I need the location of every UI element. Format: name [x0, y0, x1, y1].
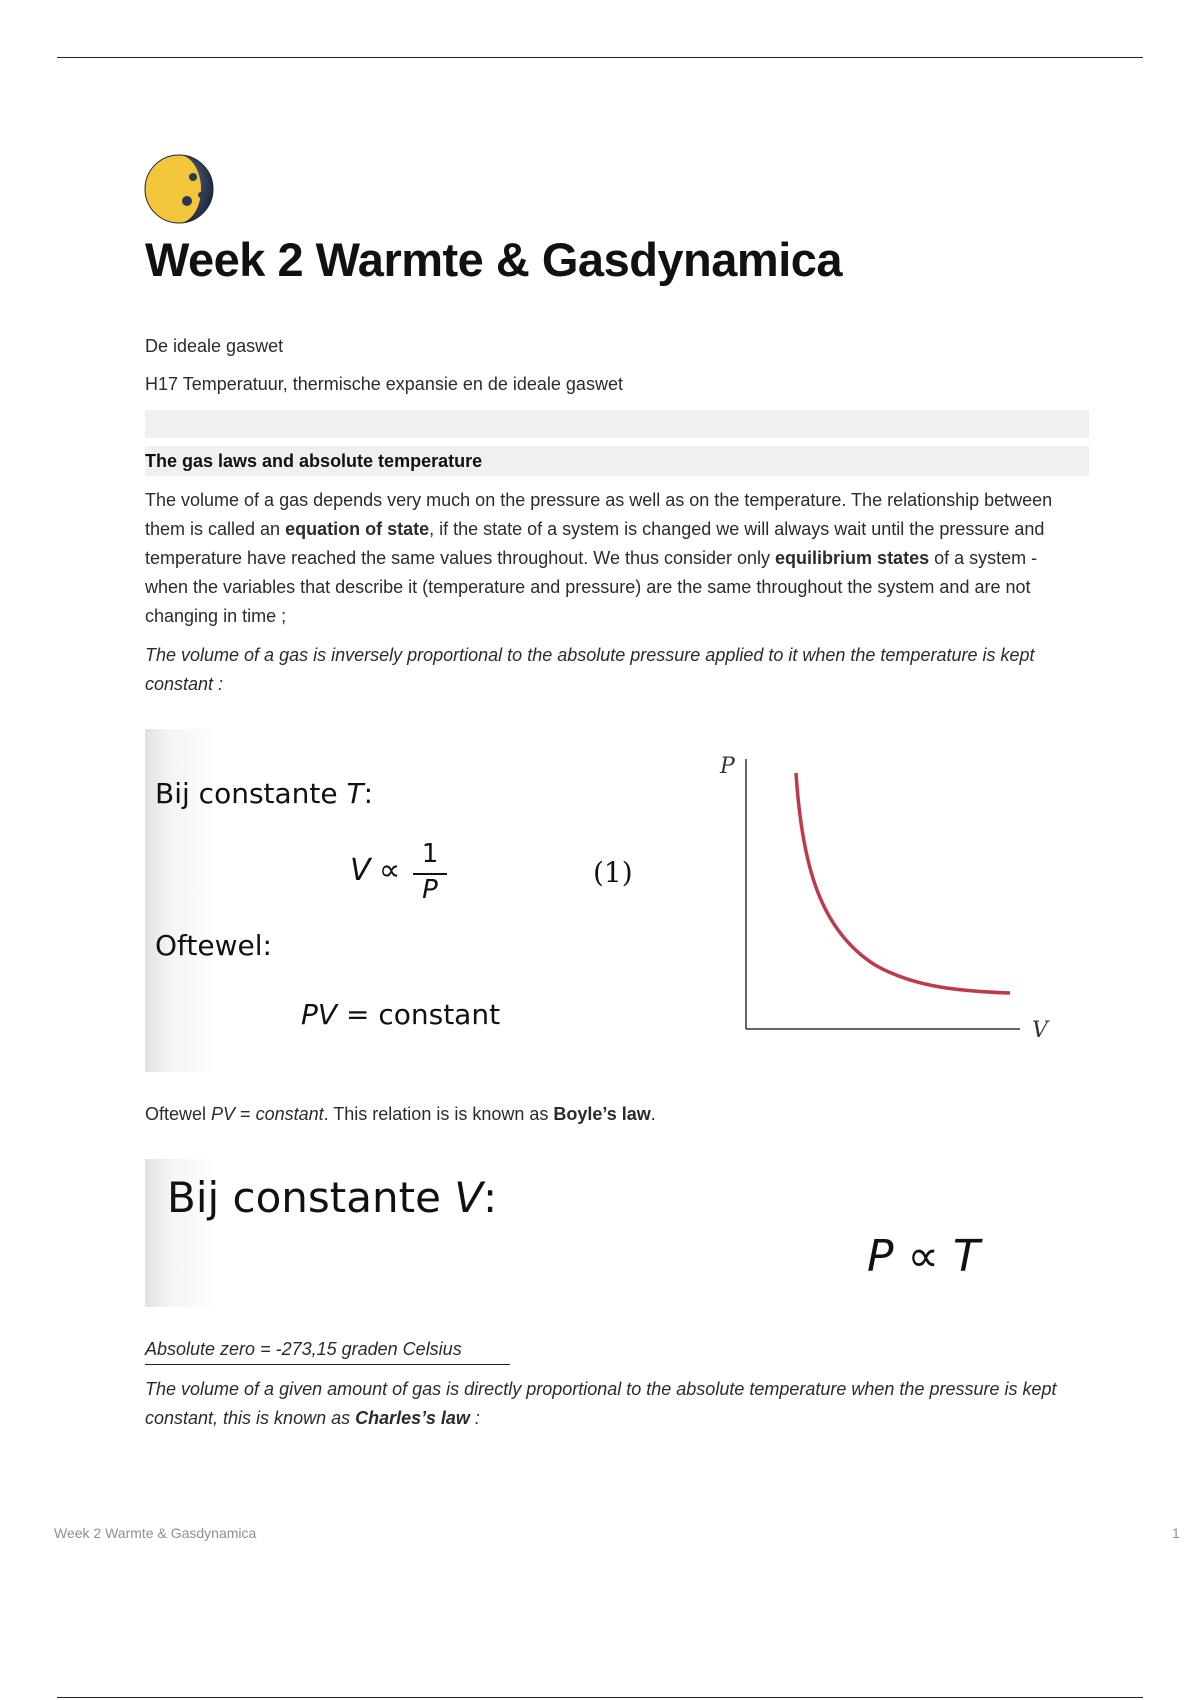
- var-P: P: [422, 875, 438, 905]
- proportional-symbol-2: ∝: [907, 1231, 939, 1282]
- top-rule: [57, 57, 1143, 58]
- charles-law-paragraph: [145, 1375, 1085, 1433]
- var-V-2: V: [454, 1173, 484, 1222]
- section-heading-text: The gas laws and absolute temperature: [145, 451, 483, 471]
- charles-text-2: :: [469, 1408, 480, 1428]
- fraction-denominator: [413, 875, 447, 905]
- bottom-rule: [57, 1697, 1143, 1698]
- page-title: Week 2 Warmte & Gasdynamica: [145, 233, 843, 286]
- para1-text-1: The volume of a gas depends very much on the pressure as well as on the temperature. The relationship between them is called an: [145, 490, 1053, 539]
- bold-boyles-law: Boyle’s law: [553, 1104, 651, 1124]
- equals-sign: =: [345, 998, 370, 1031]
- var-P-2: P: [867, 1231, 894, 1282]
- colon: :: [363, 777, 374, 810]
- boyle-text-4: .: [650, 1104, 656, 1124]
- bij-constante-label: Bij constante: [155, 777, 347, 810]
- section-heading: [145, 446, 1089, 476]
- p-prop-t-formula: [867, 1231, 980, 1282]
- bij-constante-T: [155, 777, 373, 810]
- absolute-zero-note: Absolute zero = -273,15 graden Celsius: [145, 1339, 462, 1359]
- graph-x-label: V: [1032, 1018, 1048, 1043]
- pressure-temperature-panel: [145, 1159, 1025, 1307]
- bold-equilibrium-states: equilibrium states: [775, 548, 930, 568]
- para1-text-3: of a system - when the variables that describe it (temperature and pressure) are the same throughout the system and are not changing in time ;: [145, 548, 1038, 626]
- fraction-numerator: 1: [421, 839, 439, 869]
- bold-equation-of-state: equation of state: [285, 519, 430, 539]
- empty-callout-bar: [145, 410, 1089, 438]
- paragraph-equation-of-state: [145, 486, 1085, 631]
- subtitle-chapter: H17 Temperatuur, thermische expansie en de ideale gaswet: [145, 374, 623, 394]
- var-PV: PV: [301, 998, 338, 1031]
- boyle-text-3: . This relation is is known as: [323, 1104, 554, 1124]
- oftewel-label: Oftewel:: [155, 929, 272, 962]
- para1-text-2: , if the state of a system is changed we will always wait until the pressure and temperature have reached the same values throughout. We thus consider only: [145, 519, 1045, 568]
- graph-y-label: P: [720, 754, 735, 779]
- v-prop-formula: [350, 853, 371, 888]
- var-T-2: T: [952, 1231, 980, 1282]
- charles-text-1: The volume of a given amount of gas is directly proportional to the absolute temperature when the pressure is kept constant, this is known as: [145, 1379, 1057, 1428]
- pv-graph: [710, 745, 1070, 1045]
- boyle-text-1: Oftewel: [145, 1104, 212, 1124]
- colon-2: :: [483, 1173, 498, 1222]
- boyle-formula-panel: [145, 729, 705, 1072]
- footer-title: Week 2 Warmte & Gasdynamica: [54, 1525, 257, 1541]
- waxing-moon-icon: [143, 153, 215, 225]
- pv-constant-formula: [301, 998, 500, 1031]
- var-V: V: [350, 853, 371, 888]
- equation-number: (1): [593, 856, 633, 889]
- proportional-symbol: ∝: [379, 853, 401, 888]
- paragraph-inverse-proportional: The volume of a gas is inversely proportional to the absolute pressure applied to it when the temperature is kept constant :: [145, 645, 1035, 694]
- bold-charles-law: Charles’s law: [355, 1408, 470, 1428]
- isotherm-curve: [796, 773, 1010, 993]
- boyle-italic-pv: PV: [211, 1104, 236, 1124]
- boyle-text-2: =: [235, 1104, 256, 1124]
- absolute-zero-underline: [145, 1364, 510, 1365]
- constant-word: constant: [378, 998, 501, 1031]
- boyle-law-sentence: [145, 1104, 656, 1125]
- bij-constante-V: [167, 1173, 497, 1222]
- boyle-italic-constant: constant: [255, 1104, 324, 1124]
- bij-constante-label-2: Bij constante: [167, 1173, 455, 1222]
- subtitle-ideal-gas-law: De ideale gaswet: [145, 336, 284, 356]
- var-T: T: [346, 777, 364, 810]
- footer-page-number: 1: [1172, 1525, 1180, 1541]
